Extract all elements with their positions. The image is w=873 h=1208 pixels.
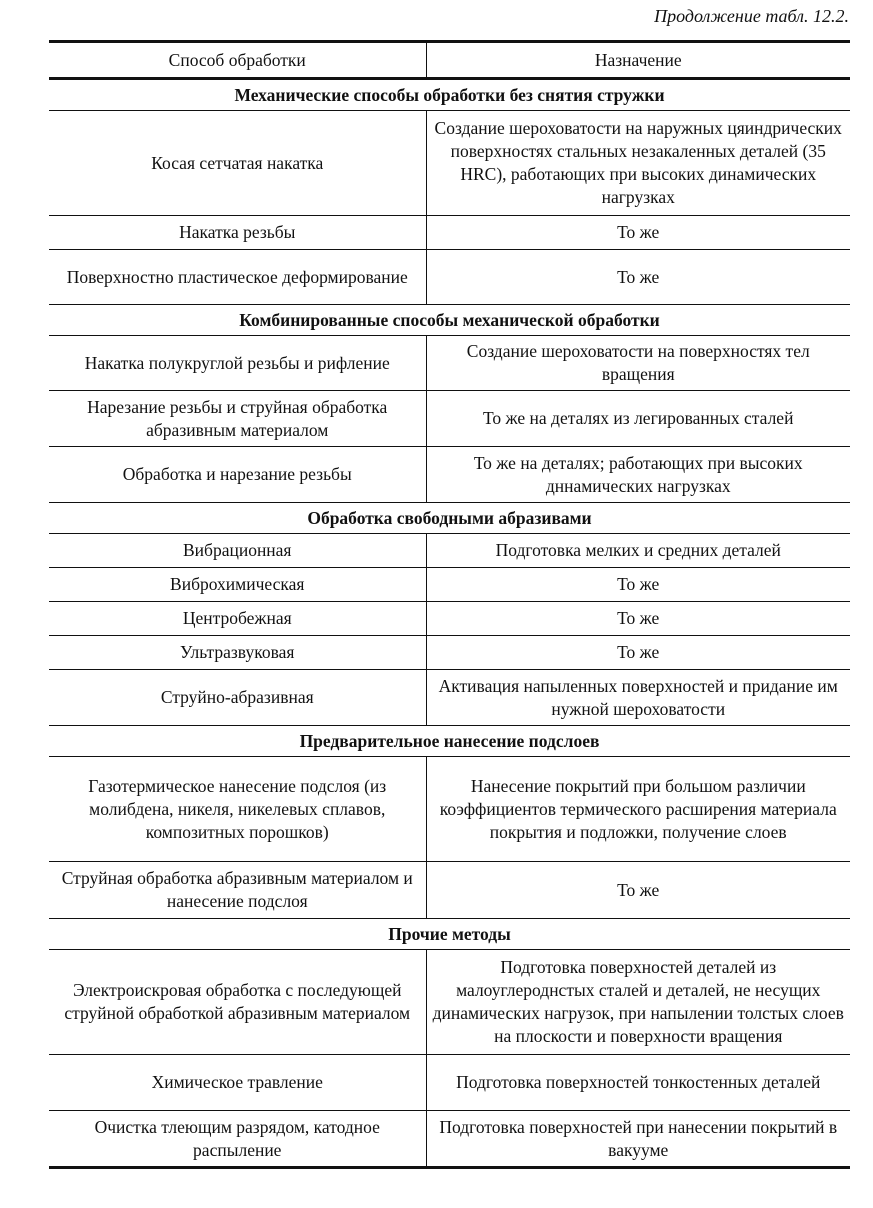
table-row bbox=[49, 950, 850, 1055]
section-title: Предварительное нанесение подслоев bbox=[49, 726, 850, 757]
purpose-cell: Подготовка поверхностей при нанесении покрытий в вакууме bbox=[426, 1111, 850, 1168]
purpose-cell: То же bbox=[426, 636, 850, 670]
method-cell: Газотермическое нанесение подслоя (из молибдена, никеля, никелевых сплавов, композитных порошков) bbox=[49, 757, 426, 862]
table-row bbox=[49, 111, 850, 216]
section-title: Прочие методы bbox=[49, 919, 850, 950]
purpose-cell: Активация напыленных поверхностей и придание им нужной шероховатости bbox=[426, 670, 850, 726]
method-cell: Нарезание резьбы и струйная обработка абразивным материалом bbox=[49, 391, 426, 447]
table-row bbox=[49, 636, 850, 670]
table-row bbox=[49, 336, 850, 391]
section-title: Механические способы обработки без снятия стружки bbox=[49, 79, 850, 111]
purpose-cell: То же bbox=[426, 250, 850, 305]
purpose-cell: То же bbox=[426, 602, 850, 636]
table-row bbox=[49, 391, 850, 447]
table-row bbox=[49, 670, 850, 726]
purpose-cell: Подготовка мелких и средних деталей bbox=[426, 534, 850, 568]
table-row bbox=[49, 1055, 850, 1111]
method-cell: Накатка резьбы bbox=[49, 216, 426, 250]
method-cell: Поверхностно пластическое деформирование bbox=[49, 250, 426, 305]
purpose-cell: То же на деталях; работающих при высоких дннамических нагрузках bbox=[426, 447, 850, 503]
purpose-cell: То же bbox=[426, 568, 850, 602]
table-row bbox=[49, 602, 850, 636]
purpose-cell: Создание шероховатости на наружных цяиндрических поверхностях стальных незакаленных деталей (35 HRC), работающих при высоких динамических нагрузках bbox=[426, 111, 850, 216]
column-header-method: Способ обработки bbox=[49, 42, 426, 79]
method-cell: Очистка тлеющим разрядом, катодное распыление bbox=[49, 1111, 426, 1168]
section-title: Комбинированные способы механической обработки bbox=[49, 305, 850, 336]
method-cell: Вибрационная bbox=[49, 534, 426, 568]
purpose-cell: То же bbox=[426, 862, 850, 919]
table-row bbox=[49, 534, 850, 568]
table-header-row bbox=[49, 42, 850, 79]
table-row bbox=[49, 447, 850, 503]
purpose-cell: Нанесение покрытий при большом различии коэффициентов термического расширения материала покрытия и подложки, получение слоев bbox=[426, 757, 850, 862]
method-cell: Накатка полукруглой резьбы и рифление bbox=[49, 336, 426, 391]
purpose-cell: Создание шероховатости на поверхностях тел вращения bbox=[426, 336, 850, 391]
purpose-cell: Подготовка поверхностей деталей из малоуглероднстых сталей и деталей, не несущих динамических нагрузок, при напылении толстых слоев на плоскости и поверхности вращения bbox=[426, 950, 850, 1055]
method-cell: Струйная обработка абразивным материалом и нанесение подслоя bbox=[49, 862, 426, 919]
table-row bbox=[49, 250, 850, 305]
purpose-cell: То же на деталях из легированных сталей bbox=[426, 391, 850, 447]
table-row bbox=[49, 1111, 850, 1168]
method-cell: Косая сетчатая накатка bbox=[49, 111, 426, 216]
method-cell: Струйно-абразивная bbox=[49, 670, 426, 726]
method-cell: Химическое травление bbox=[49, 1055, 426, 1111]
method-cell: Обработка и нарезание резьбы bbox=[49, 447, 426, 503]
table-caption: Продолжение табл. 12.2. bbox=[654, 6, 849, 26]
section-title: Обработка свободными абразивами bbox=[49, 503, 850, 534]
method-cell: Виброхимическая bbox=[49, 568, 426, 602]
purpose-cell: Подготовка поверхностей тонкостенных деталей bbox=[426, 1055, 850, 1111]
table-row bbox=[49, 568, 850, 602]
column-header-purpose: Назначение bbox=[426, 42, 850, 79]
table-row bbox=[49, 757, 850, 862]
method-cell: Электроискровая обработка с последующей струйной обработкой абразивным материалом bbox=[49, 950, 426, 1055]
table-row bbox=[49, 216, 850, 250]
method-cell: Ультразвуковая bbox=[49, 636, 426, 670]
processing-methods-table bbox=[49, 40, 850, 1169]
table-row bbox=[49, 862, 850, 919]
method-cell: Центробежная bbox=[49, 602, 426, 636]
purpose-cell: То же bbox=[426, 216, 850, 250]
